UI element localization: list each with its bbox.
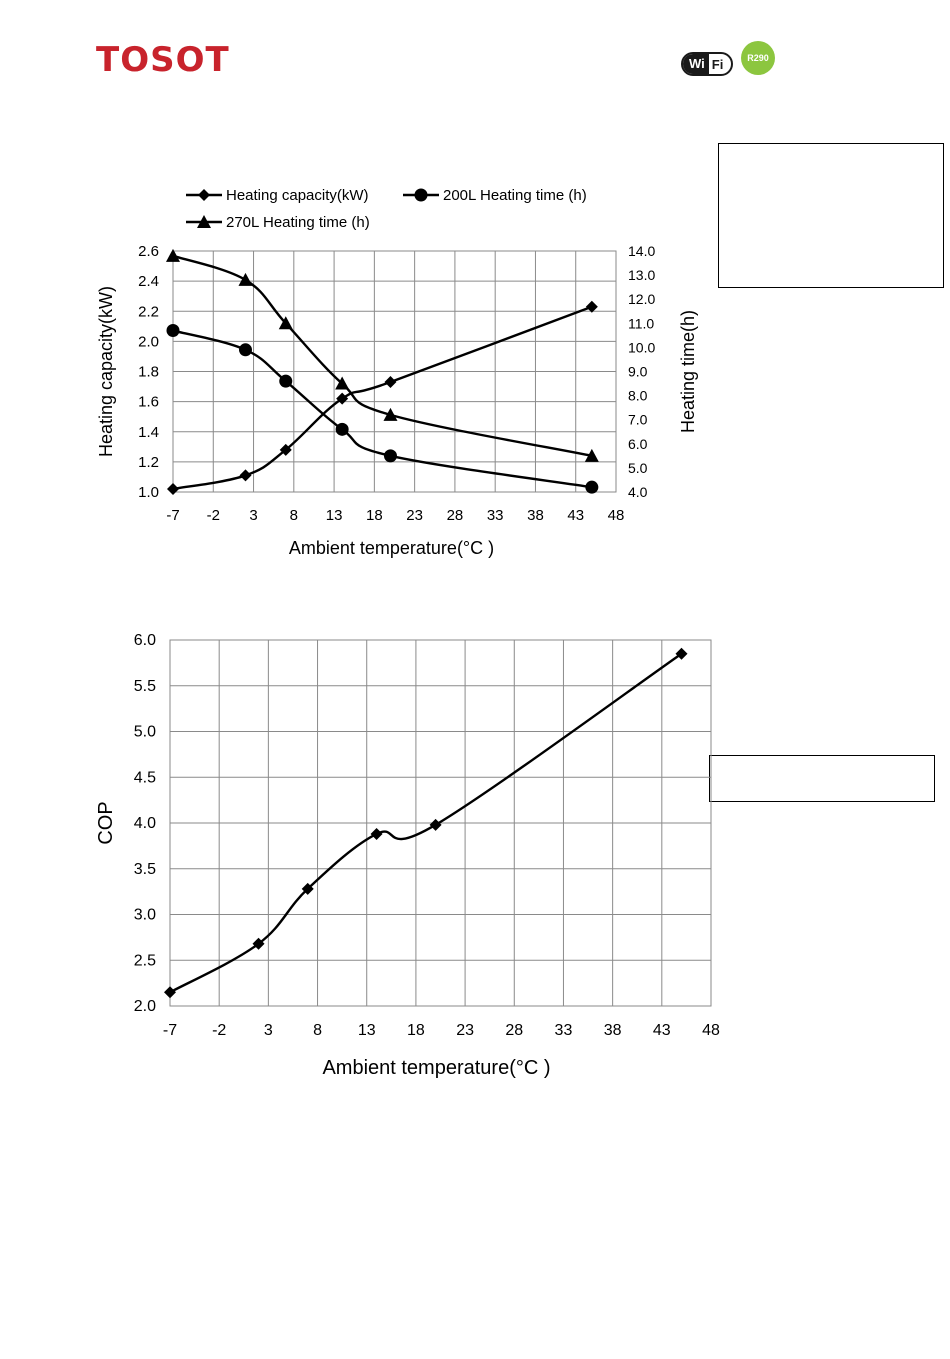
y2-axis-label: Heating time(h) — [678, 309, 698, 434]
y-axis-label: Heating capacity(kW) — [96, 285, 116, 458]
x-tick-label: 43 — [652, 1022, 671, 1039]
x-tick-label: 33 — [554, 1022, 573, 1039]
x-tick-label: 13 — [325, 507, 343, 524]
y-tick-label: 2.6 — [138, 243, 159, 260]
y-tick-label: 5.5 — [133, 677, 156, 695]
y-tick-label: 3.5 — [133, 860, 156, 878]
y2-tick-label: 8.0 — [628, 387, 648, 404]
x-tick-label: 3 — [263, 1022, 273, 1039]
wifi-badge-wi: Wi — [683, 54, 709, 74]
y-tick-label: 3.0 — [133, 906, 156, 924]
y-tick-label: 5.0 — [133, 723, 156, 741]
y-tick-label: 1.6 — [138, 393, 159, 411]
r290-label: R290 — [747, 53, 769, 63]
x-tick-label: 23 — [406, 507, 423, 524]
y2-tick-label: 11.0 — [628, 315, 655, 332]
y2-tick-label: 14.0 — [628, 243, 656, 259]
legend-label: 200L Heating time (h) — [443, 187, 587, 204]
y-tick-label: 1.2 — [138, 453, 159, 471]
x-tick-label: -2 — [206, 507, 220, 524]
x-tick-label: 38 — [603, 1022, 622, 1039]
legend-label: Heating capacity(kW) — [226, 187, 369, 204]
data-point-diamond — [167, 483, 179, 495]
y-tick-label: 4.0 — [133, 815, 156, 832]
data-point-circle — [384, 449, 397, 462]
y2-tick-label: 4.0 — [628, 484, 648, 500]
x-tick-label: 13 — [357, 1022, 376, 1039]
data-point-circle — [585, 481, 598, 494]
series-line — [173, 256, 592, 456]
legend-marker-circle — [415, 189, 428, 202]
wifi-badge-fi: Fi — [711, 56, 724, 72]
data-point-circle — [239, 343, 252, 356]
x-tick-label: 28 — [505, 1022, 524, 1039]
x-tick-label: 3 — [249, 507, 258, 524]
data-point-circle — [279, 375, 292, 388]
x-tick-label: 18 — [366, 507, 383, 524]
legend-label: 270L Heating time (h) — [226, 214, 370, 231]
y-tick-label: 2.2 — [138, 303, 159, 321]
series-line — [173, 331, 592, 488]
x-tick-label: 33 — [486, 507, 504, 524]
brand-logo-text: TOSOT — [96, 40, 230, 80]
x-tick-label: 8 — [313, 1022, 322, 1039]
data-point-diamond — [430, 819, 442, 831]
y-tick-label: 4.5 — [133, 769, 156, 787]
x-tick-label: 18 — [407, 1022, 425, 1039]
x-tick-label: 48 — [702, 1022, 720, 1039]
x-tick-label: 28 — [446, 507, 464, 524]
x-axis-label: Ambient temperature(°C ) — [322, 1057, 551, 1079]
x-tick-label: 23 — [456, 1022, 474, 1039]
y-axis-label: COP — [95, 801, 117, 845]
y-tick-label: 1.0 — [138, 484, 159, 501]
y-tick-label: 1.8 — [138, 363, 159, 381]
x-tick-label: -7 — [166, 507, 180, 524]
x-tick-label: 48 — [607, 507, 625, 524]
y-tick-label: 2.0 — [133, 998, 156, 1015]
data-point-circle — [167, 324, 180, 337]
x-tick-label: -7 — [162, 1022, 178, 1039]
x-axis-label: Ambient temperature(°C ) — [288, 538, 495, 558]
y-tick-label: 2.0 — [138, 333, 159, 351]
y-tick-label: 6.0 — [133, 632, 156, 649]
data-point-diamond — [384, 376, 396, 388]
x-tick-label: -2 — [212, 1022, 227, 1039]
y2-tick-label: 12.0 — [628, 291, 656, 308]
y-tick-label: 1.4 — [138, 423, 159, 441]
y2-tick-label: 5.0 — [628, 459, 648, 476]
x-tick-label: 8 — [289, 507, 298, 524]
legend-marker-diamond — [198, 189, 210, 201]
data-point-triangle — [238, 273, 252, 286]
y-tick-label: 2.4 — [138, 273, 159, 291]
y2-tick-label: 9.0 — [628, 363, 648, 380]
y2-tick-label: 10.0 — [628, 339, 656, 356]
y-tick-label: 2.5 — [133, 952, 156, 970]
data-point-diamond — [239, 469, 251, 481]
data-point-diamond — [164, 986, 176, 998]
y2-tick-label: 6.0 — [628, 435, 648, 452]
x-tick-label: 38 — [527, 507, 544, 524]
data-point-diamond — [371, 828, 383, 840]
data-point-circle — [336, 423, 349, 436]
x-tick-label: 43 — [567, 507, 585, 524]
y2-tick-label: 7.0 — [628, 411, 648, 428]
y2-tick-label: 13.0 — [628, 267, 656, 284]
